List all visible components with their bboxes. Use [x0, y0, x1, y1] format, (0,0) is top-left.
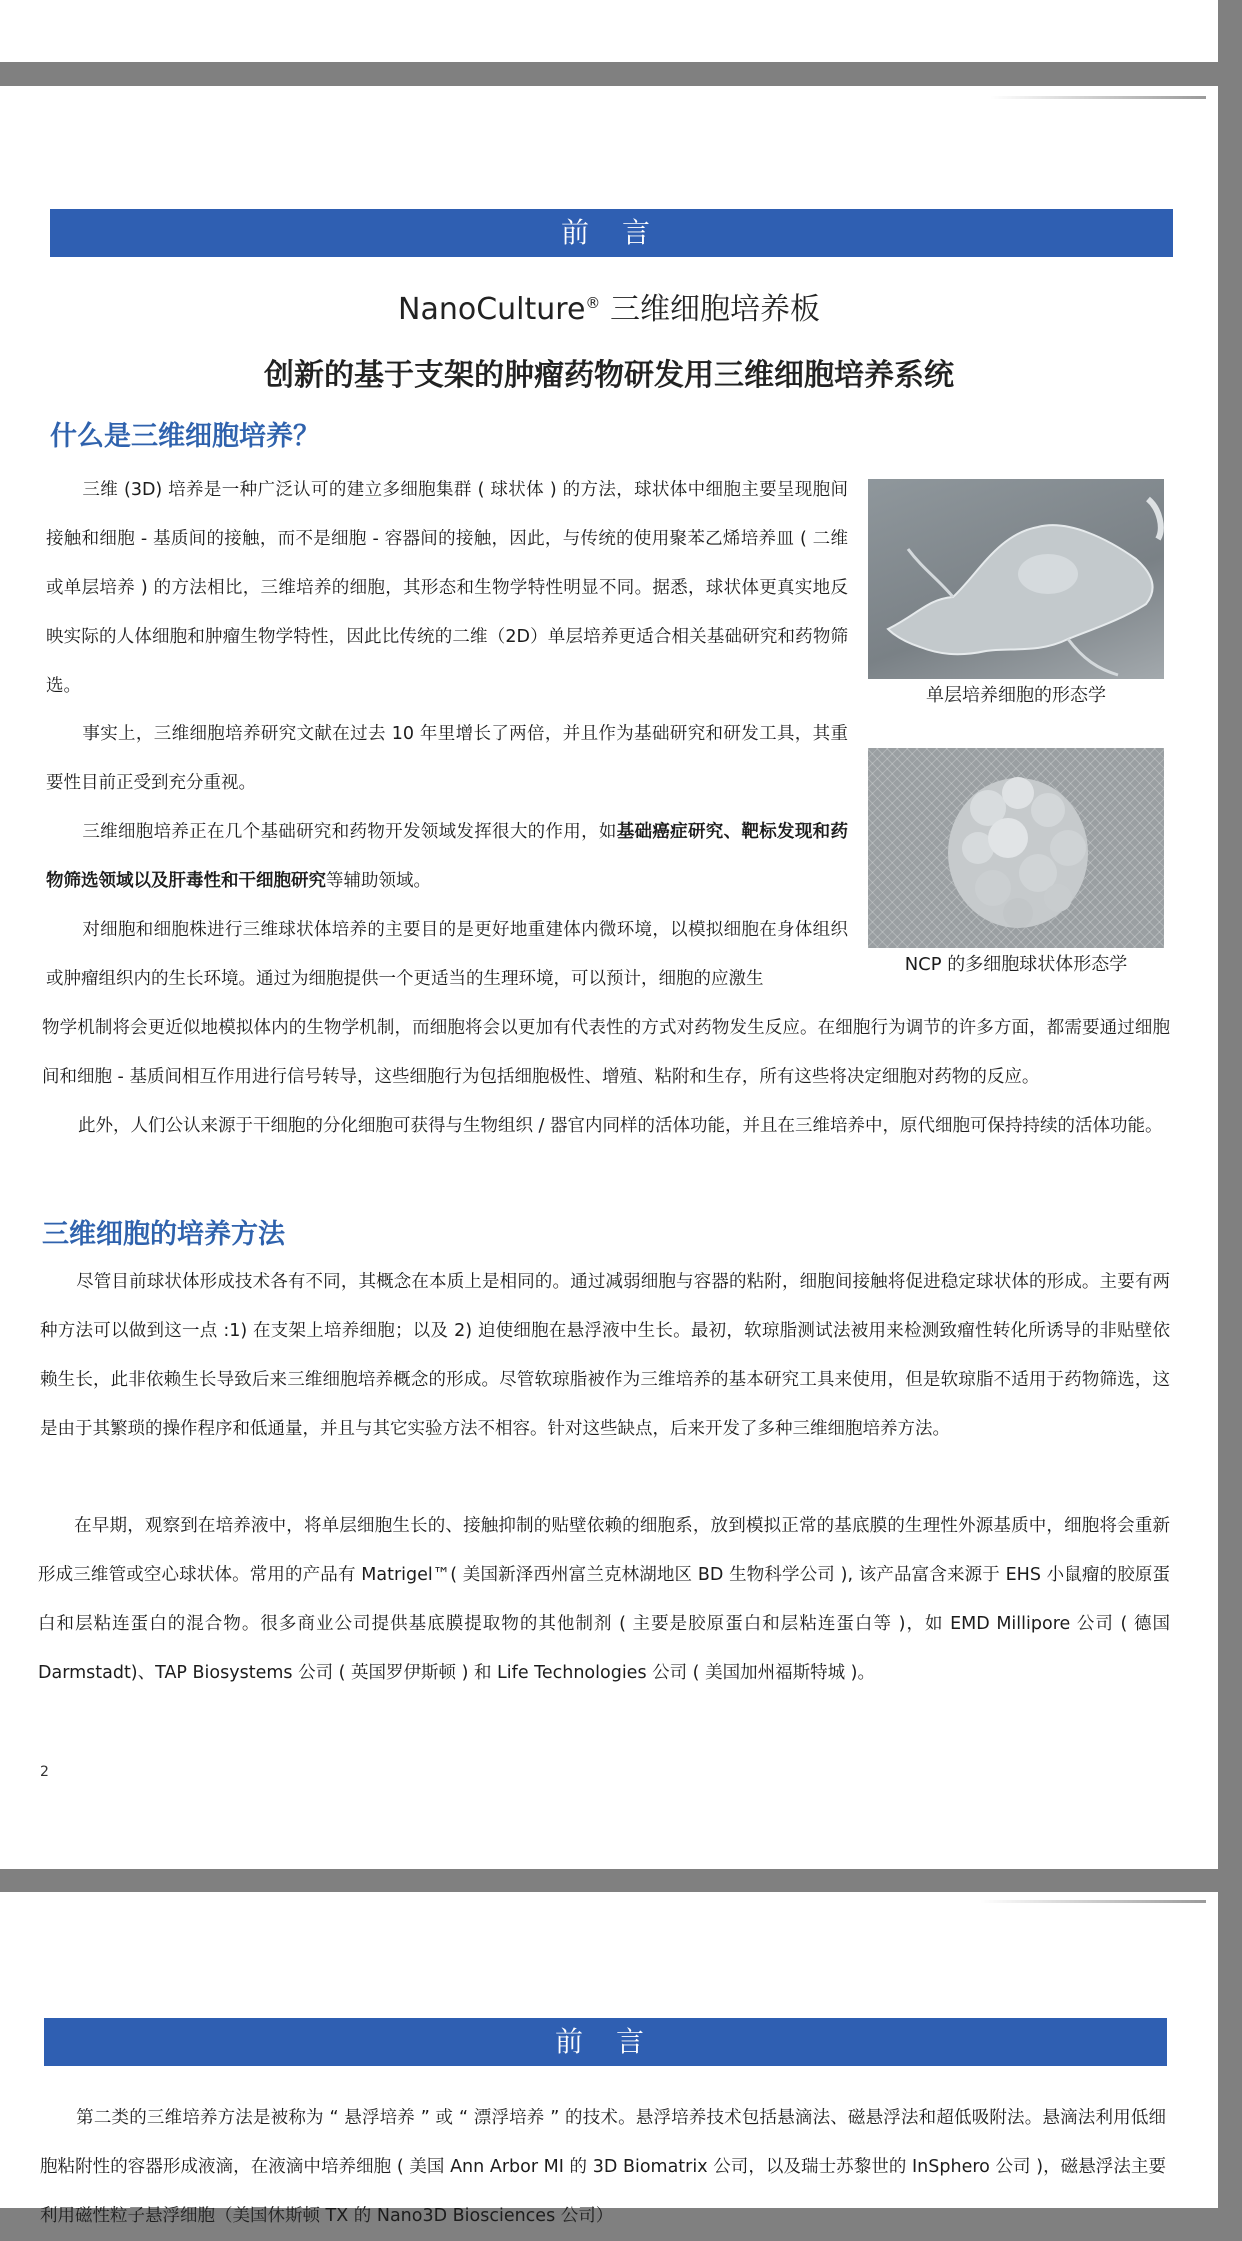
section1-paragraph-2: 事实上，三维细胞培养研究文献在过去 10 年里增长了两倍，并且作为基础研究和研发工具，其重要性目前正受到充分重视。	[46, 724, 848, 793]
previous-page-edge	[0, 0, 1218, 62]
product-name: NanoCulture	[398, 292, 586, 327]
section-banner: 前 言	[50, 209, 1173, 257]
section1-paragraph-4a: 对细胞和细胞株进行三维球状体培养的主要目的是更好地重建体内微环境，以模拟细胞在身体组织或肿瘤组织内的生长环境。通过为细胞提供一个更适当的生理环境，可以预计，细胞的应激生	[46, 920, 848, 989]
scan-artifact	[980, 1900, 1206, 1903]
next-document-page	[0, 1892, 1218, 2226]
registered-mark: ®	[585, 294, 601, 312]
product-subtitle: 创新的基于支架的肿瘤药物研发用三维细胞培养系统	[264, 358, 954, 393]
figure1-caption: 单层培养细胞的形态学	[926, 685, 1106, 706]
section2-paragraph-2: 在早期，观察到在培养液中，将单层细胞生长的、接触抑制的贴壁依赖的细胞系，放到模拟正常的基底膜的生理性外源基质中，细胞将会重新形成三维管或空心球状体。常用的产品有 Matrigel™( 美国新泽西州富兰克林湖地区 BD 生物科学公司 ), 该产品富含来源于 EHS 小鼠瘤的胶原蛋白和层粘连蛋白的混合物。很多商业公司提供基底膜提取物的其他制剂 ( 主要是胶原蛋白和层粘连蛋白等 )，如 EMD Millipore 公司 ( 德国 Darmstadt)、TAP Biosystems 公司 ( 英国罗伊斯顿 ) 和 Life Technologies 公司 ( 美国加州福斯特城 )。	[38, 1516, 1170, 1683]
product-title	[0, 284, 1218, 328]
section1-paragraph-3: 三维细胞培养正在几个基础研究和药物开发领域发挥很大的作用，如基础癌症研究、靶标发现和药物筛选领域以及肝毒性和干细胞研究等辅助领域。	[46, 822, 849, 891]
section2-heading: 三维细胞的培养方法	[42, 1219, 285, 1250]
scan-artifact	[990, 96, 1206, 99]
section1-paragraph-4b: 物学机制将会更近似地模拟体内的生物学机制，而细胞将会以更加有代表性的方式对药物发生反应。在细胞行为调节的许多方面，都需要通过细胞间和细胞 - 基质间相互作用进行信号转导，这些细胞行为包括细胞极性、增殖、粘附和生存，所有这些将决定细胞对药物的反应。	[42, 1018, 1170, 1087]
next-paragraph-1: 第二类的三维培养方法是被称为 “ 悬浮培养 ” 或 “ 漂浮培养 ” 的技术。悬浮培养技术包括悬滴法、磁悬浮法和超低吸附法。悬滴法利用低细胞粘附性的容器形成液滴，在液滴中培养细胞 ( 美国 Ann Arbor MI 的 3D Biomatrix 公司，以及瑞士苏黎世的 InSphero 公司 )，磁悬浮法主要利用磁性粒子悬浮细胞（美国休斯顿 TX 的 Nano3D Biosciences 公司）	[40, 2108, 1166, 2226]
product-title-rest: 三维细胞培养板	[600, 292, 820, 327]
spheroid-photo	[868, 748, 1164, 948]
section1-heading: 什么是三维细胞培养？	[50, 421, 320, 452]
section2-paragraph-1: 尽管目前球状体形成技术各有不同，其概念在本质上是相同的。通过减弱细胞与容器的粘附，细胞间接触将促进稳定球状体的形成。主要有两种方法可以做到这一点 :1) 在支架上培养细胞；以及 2) 迫使细胞在悬浮液中生长。最初，软琼脂测试法被用来检测致瘤性转化所诱导的非贴壁依赖生长，此非依赖生长导致后来三维细胞培养概念的形成。尽管软琼脂被作为三维培养的基本研究工具来使用，但是软琼脂不适用于药物筛选，这是由于其繁琐的操作程序和低通量，并且与其它实验方法不相容。针对这些缺点，后来开发了多种三维细胞培养方法。	[40, 1272, 1170, 1439]
monolayer-cell-photo	[868, 479, 1164, 679]
section1-paragraph-1: 三维 (3D) 培养是一种广泛认可的建立多细胞集群 ( 球状体 ) 的方法，球状体中细胞主要呈现胞间接触和细胞 - 基质间的接触，而不是细胞 - 容器间的接触，因此，与传统的使用聚苯乙烯培养皿 ( 二维或单层培养 ) 的方法相比，三维培养的细胞，其形态和生物学特性明显不同。据悉，球状体更真实地反映实际的人体细胞和肿瘤生物学特性，因此比传统的二维（2D）单层培养更适合相关基础研究和药物筛选。	[46, 480, 848, 696]
next-section-banner: 前 言	[44, 2018, 1167, 2066]
document-page	[0, 86, 1218, 1869]
page-number: 2	[40, 1764, 49, 1780]
figure2-caption: NCP 的多细胞球状体形态学	[904, 954, 1128, 975]
section1-paragraph-5: 此外，人们公认来源于干细胞的分化细胞可获得与生物组织 / 器官内同样的活体功能，并且在三维培养中，原代细胞可保持持续的活体功能。	[78, 1116, 1163, 1136]
